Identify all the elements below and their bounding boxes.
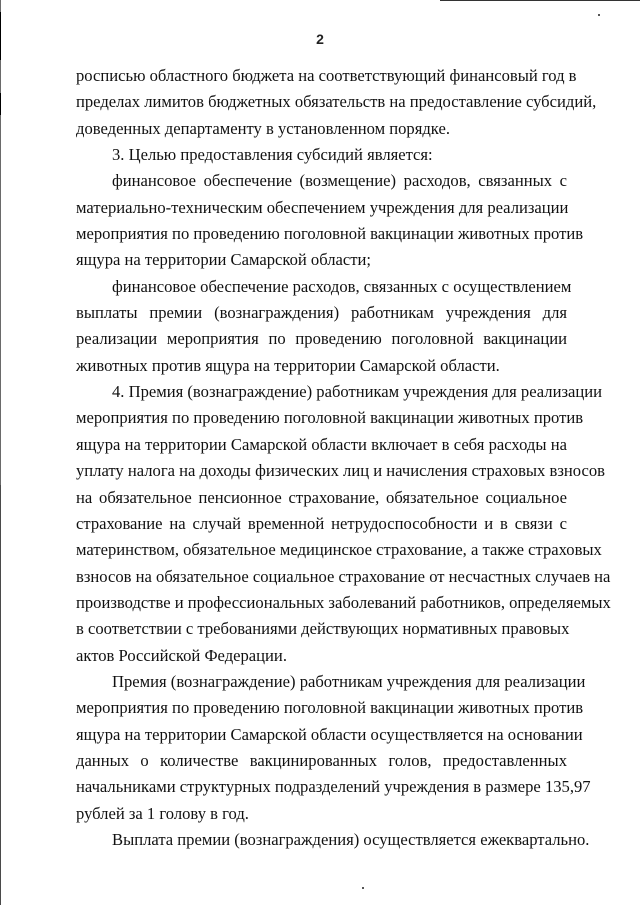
scan-edge-left-dark <box>0 485 1 905</box>
scan-edge-left-dark <box>0 93 1 115</box>
text-line: финансовое обеспечение (возмещение) расходов, связанных с <box>112 171 567 191</box>
text-line: росписью областного бюджета на соответствующий финансовый год в <box>76 66 577 85</box>
scan-edge-top <box>440 0 640 1</box>
text-line: 4. Премия (вознаграждение) работникам учреждения для реализации <box>112 382 603 402</box>
text-line: страхование на случай временной нетрудоспособности и в связи с <box>76 513 567 533</box>
text-line: актов Российской Федерации. <box>76 645 287 665</box>
text-line: ящура на территории Самарской области осуществляется на основании <box>76 724 583 744</box>
text-line: ящура на территории Самарской области включает в себя расходы на <box>76 434 567 454</box>
text-line: рублей за 1 голову в год. <box>76 803 249 823</box>
text-line: производстве и профессиональных заболеваний работников, определяемых <box>76 592 611 612</box>
document-body <box>76 63 611 853</box>
paragraph <box>76 168 584 273</box>
scan-speck <box>362 887 364 889</box>
text-line: материнством, обязательное медицинское страхование, а также страховых <box>76 540 602 560</box>
text-line: пределах лимитов бюджетных обязательств на предоставление субсидий, <box>76 92 597 112</box>
text-line: финансовое обеспечение расходов, связанных с осуществлением <box>112 276 572 296</box>
text-line: уплату налога на доходы физических лиц и начисления страховых взносов <box>76 461 605 481</box>
text-line: мероприятия по проведению поголовной вакцинации животных против <box>76 698 584 718</box>
text-line: реализации мероприятия по проведению поголовной вакцинации <box>76 329 567 349</box>
paragraph <box>76 827 590 853</box>
text-line: начальниками структурных подразделений учреждения в размере 135,97 <box>76 777 591 797</box>
text-line: в соответствии с требованиями действующих нормативных правовых <box>76 619 570 639</box>
paragraph <box>76 379 611 669</box>
text-line: доведенных департаменту в установленном порядке. <box>76 118 450 138</box>
text-line: на обязательное пенсионное страхование, обязательное социальное <box>76 487 567 507</box>
text-line: Выплата премии (вознаграждения) осуществляется ежеквартально. <box>112 829 590 849</box>
text-line: выплаты премии (вознаграждения) работникам учреждения для <box>76 303 567 323</box>
text-line: животных против ящура на территории Самарской области. <box>76 355 500 375</box>
text-line: Премия (вознаграждение) работникам учреждения для реализации <box>112 671 586 691</box>
text-line: 3. Целью предоставления субсидий является: <box>112 145 433 165</box>
paragraph <box>76 142 567 168</box>
paragraph <box>76 669 591 827</box>
text-line: мероприятия по проведению поголовной вакцинации животных против <box>76 408 584 428</box>
page-number: 2 <box>316 31 324 47</box>
text-line: взносов на обязательное социальное страхование от несчастных случаев на <box>76 566 611 586</box>
text-line: ящура на территории Самарской области; <box>76 250 372 270</box>
paragraph <box>76 274 572 379</box>
text-line: материально-техническим обеспечением учреждения для реализации <box>76 197 569 217</box>
scan-speck <box>598 14 600 16</box>
paragraph <box>76 63 597 142</box>
text-line: данных о количестве вакцинированных голов, предоставленных <box>76 750 567 770</box>
text-line: мероприятия по проведению поголовной вакцинации животных против <box>76 224 584 244</box>
